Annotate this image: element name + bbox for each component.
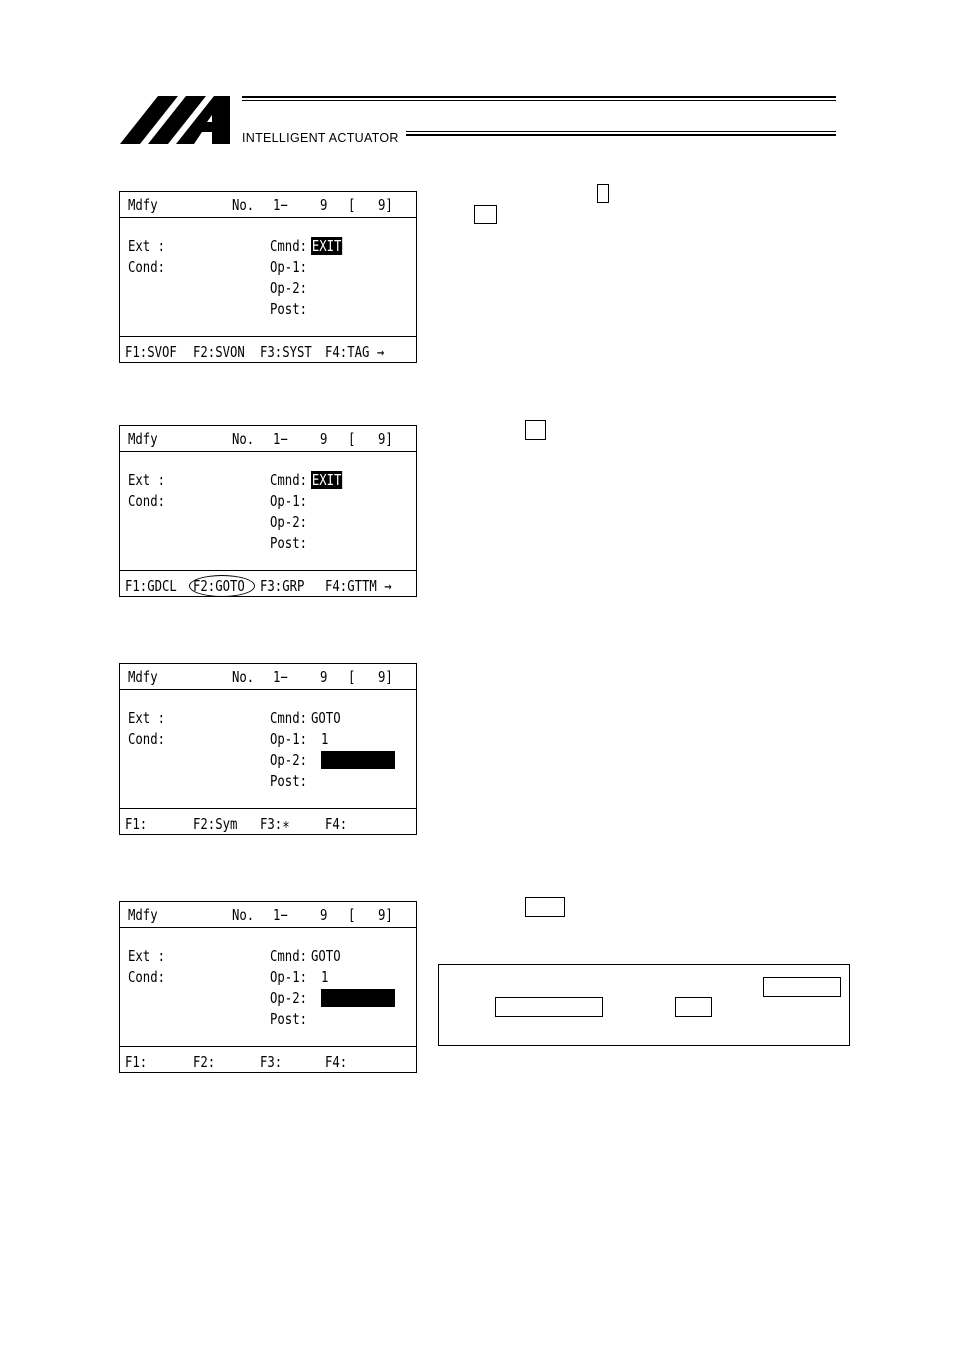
cond-label: Cond: — [128, 968, 166, 986]
f1-key[interactable]: F1: — [125, 1053, 148, 1071]
no-label: No. — [232, 906, 255, 924]
f2-key[interactable]: F2:SVON — [193, 343, 245, 361]
op2-input-cursor[interactable] — [321, 751, 395, 769]
no-label: No. — [232, 668, 255, 686]
cmnd-label: Cmnd: — [270, 471, 308, 489]
header-rule-bottom-2 — [406, 134, 836, 136]
bracket-open: [ — [348, 668, 356, 686]
f3-key[interactable]: F3: — [260, 1053, 283, 1071]
f2-key[interactable]: F2:GOTO — [193, 577, 245, 595]
brand-name: INTELLIGENT ACTUATOR — [242, 131, 399, 145]
step-end: 9 — [320, 906, 328, 924]
f1-key[interactable]: F1: — [125, 815, 148, 833]
op2-label: Op-2: — [270, 751, 308, 769]
step-start: 1− — [273, 196, 288, 214]
f4-key[interactable]: F4:TAG → — [325, 343, 385, 361]
key-symbol-box — [675, 997, 712, 1017]
op2-input-cursor[interactable] — [321, 989, 395, 1007]
post-label: Post: — [270, 300, 308, 318]
f1-key[interactable]: F1:SVOF — [125, 343, 177, 361]
step-start: 1− — [273, 668, 288, 686]
header-rule-bottom — [406, 131, 836, 132]
key-symbol-box — [495, 997, 603, 1017]
f3-key[interactable]: F3:∗ — [260, 815, 290, 833]
teaching-screen-2 — [119, 425, 417, 597]
ext-label: Ext : — [128, 947, 166, 965]
f4-key[interactable]: F4: — [325, 815, 348, 833]
cmnd-value: GOTO — [311, 709, 341, 727]
mode-title: Mdfy — [128, 430, 158, 448]
f3-key[interactable]: F3:SYST — [260, 343, 312, 361]
ext-label: Ext : — [128, 237, 166, 255]
key-symbol-box — [763, 977, 841, 997]
f3-key[interactable]: F3:GRP — [260, 577, 305, 595]
ext-label: Ext : — [128, 471, 166, 489]
op2-label: Op-2: — [270, 989, 308, 1007]
cmnd-label: Cmnd: — [270, 709, 308, 727]
cond-label: Cond: — [128, 730, 166, 748]
op1-label: Op-1: — [270, 968, 308, 986]
cond-label: Cond: — [128, 492, 166, 510]
op1-value: 1 — [321, 968, 329, 986]
op2-label: Op-2: — [270, 513, 308, 531]
op2-label: Op-2: — [270, 279, 308, 297]
screen-header — [120, 902, 416, 928]
op1-label: Op-1: — [270, 258, 308, 276]
cond-label: Cond: — [128, 258, 166, 276]
f4-key[interactable]: F4: — [325, 1053, 348, 1071]
step-count: 9] — [378, 430, 393, 448]
header-rule-top-2 — [242, 100, 836, 101]
key-symbol-box — [525, 897, 565, 917]
step-start: 1− — [273, 430, 288, 448]
iai-logo — [118, 92, 242, 148]
f4-key[interactable]: F4:GTTM → — [325, 577, 392, 595]
teaching-screen-4 — [119, 901, 417, 1073]
screen-header — [120, 426, 416, 452]
op1-label: Op-1: — [270, 492, 308, 510]
f1-key[interactable]: F1:GDCL — [125, 577, 177, 595]
no-label: No. — [232, 196, 255, 214]
step-count: 9] — [378, 906, 393, 924]
cmnd-value-cursor[interactable]: EXIT — [311, 237, 342, 255]
cmnd-value-cursor[interactable]: EXIT — [311, 471, 342, 489]
step-end: 9 — [320, 196, 328, 214]
bracket-open: [ — [348, 430, 356, 448]
key-symbol-box — [525, 420, 546, 440]
screen-header — [120, 192, 416, 218]
key-symbol-box — [597, 184, 609, 203]
post-label: Post: — [270, 534, 308, 552]
step-count: 9] — [378, 196, 393, 214]
header-rule-top — [242, 96, 836, 98]
post-label: Post: — [270, 1010, 308, 1028]
no-label: No. — [232, 430, 255, 448]
step-start: 1− — [273, 906, 288, 924]
ext-label: Ext : — [128, 709, 166, 727]
cmnd-value: GOTO — [311, 947, 341, 965]
step-end: 9 — [320, 668, 328, 686]
screen-header — [120, 664, 416, 690]
op1-label: Op-1: — [270, 730, 308, 748]
mode-title: Mdfy — [128, 196, 158, 214]
step-end: 9 — [320, 430, 328, 448]
bracket-open: [ — [348, 196, 356, 214]
teaching-screen-1 — [119, 191, 417, 363]
bracket-open: [ — [348, 906, 356, 924]
cmnd-label: Cmnd: — [270, 237, 308, 255]
mode-title: Mdfy — [128, 906, 158, 924]
teaching-screen-3 — [119, 663, 417, 835]
op1-value: 1 — [321, 730, 329, 748]
post-label: Post: — [270, 772, 308, 790]
cmnd-label: Cmnd: — [270, 947, 308, 965]
f2-key[interactable]: F2:Sym — [193, 815, 238, 833]
f2-key[interactable]: F2: — [193, 1053, 216, 1071]
key-symbol-box — [474, 205, 497, 224]
mode-title: Mdfy — [128, 668, 158, 686]
step-count: 9] — [378, 668, 393, 686]
